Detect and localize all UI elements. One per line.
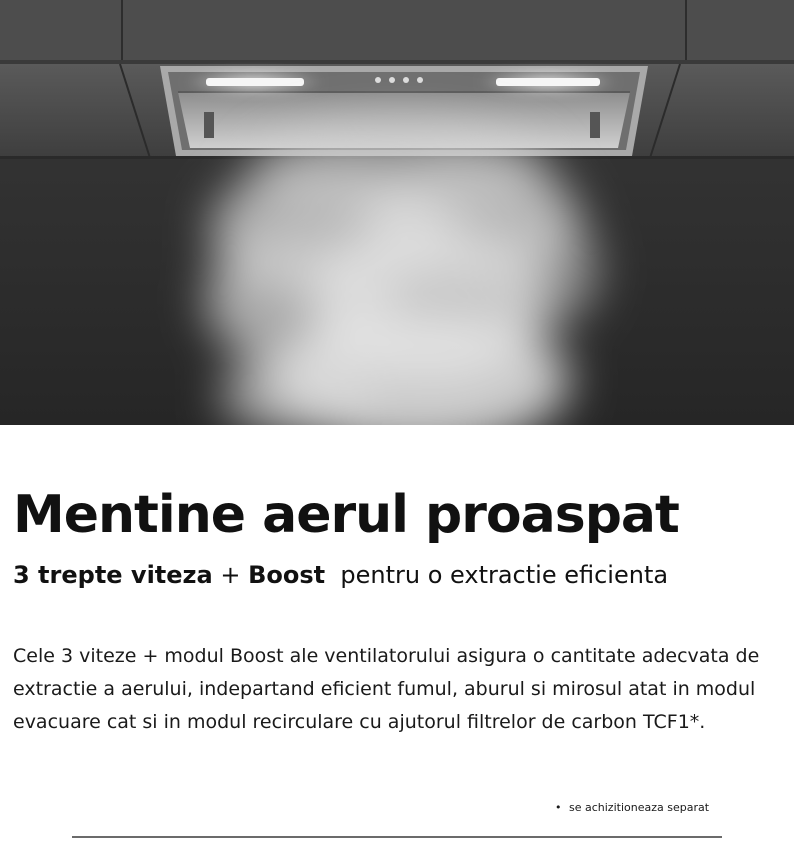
divider	[72, 836, 722, 838]
subheadline-boost: Boost	[248, 561, 326, 589]
footnote-bullet: •	[555, 801, 562, 814]
body-paragraph: Cele 3 viteze + modul Boost ale ventilatorului asigura o cantitate adecvata de extractie a aerului, indepartand eficient fumul, aburul si mirosul atat in modul evacuare cat si in modul recirculare cu ajutorul filtrelor de carbon TCF1*.	[13, 645, 760, 733]
subheadline-speeds: 3 trepte viteza	[13, 561, 213, 589]
headline: Mentine aerul proaspat	[13, 485, 679, 545]
steam-cloud	[205, 120, 600, 425]
subheadline-purpose: pentru o extractie eficienta	[325, 561, 669, 589]
subheadline	[13, 558, 668, 592]
hood-light-left	[206, 78, 304, 86]
upper-cabinet	[0, 0, 794, 62]
hood-light-right	[496, 78, 600, 86]
subheadline-plus: +	[212, 561, 249, 589]
footnote-text: se achizitioneaza separat	[569, 801, 710, 814]
footnote	[555, 800, 709, 816]
